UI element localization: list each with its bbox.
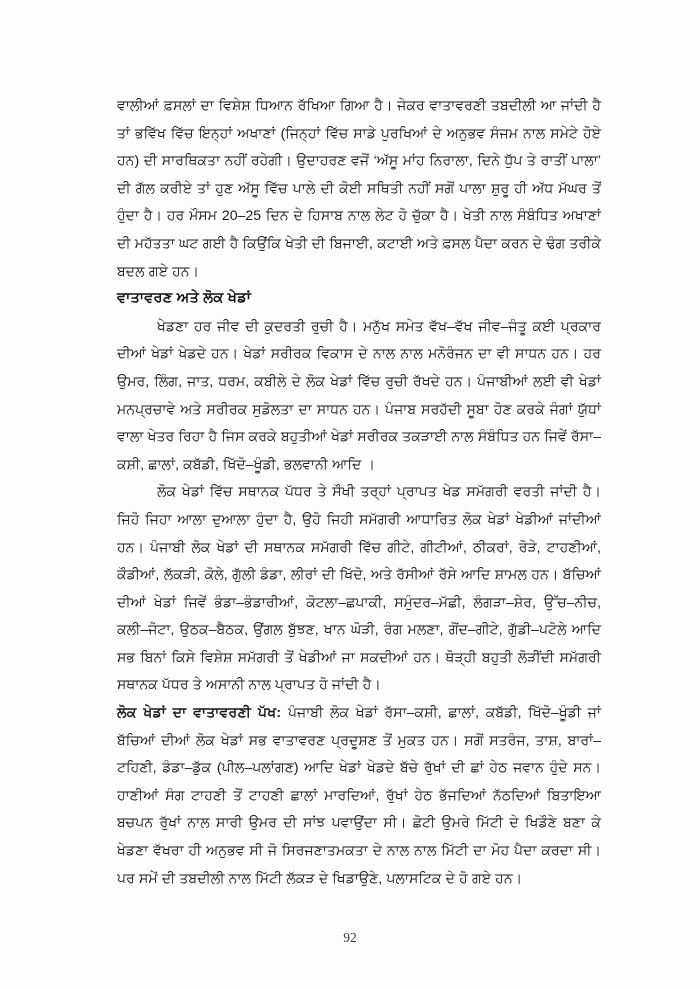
section-heading-environment-and-folk-games: ਵਾਤਾਵਰਣ ਅਤੇ ਲੋਕ ਖੇਡਾਂ: [117, 290, 252, 307]
paragraph-environmental-aspect-text: ਪੰਜਾਬੀ ਲੋਕ ਖੇਡਾਂ ਰੱਸਾ–ਕਸ਼ੀ, ਛਾਲਾਂ, ਕਬੱਡੀ, ਖਿੱਦੋ–ਖੂੰਡੀ ਜਾਂ ਬੱਚਿਆਂ ਦੀਆਂ ਲੋਕ ਖੇਡਾਂ ਸਭ ਵਾਤਾਵਰਣ ਪ੍ਰਦੂਸ਼ਣ ਤੋਂ ਮੁਕਤ ਹਨ। ਸਗੋਂ ਸਤਰੰਜ, ਤਾਸ਼, ਬਾਰਾਂ–ਟਹਿਣੀ, ਡੰਡਾ–ਡੁੱਕ (ਪੀਲ–ਪਲਾਂਗਣ) ਆਦਿ ਖੇਡਾਂ ਖੇਡਦੇ ਬੱਚੇ ਰੁੱਖਾਂ ਦੀ ਛਾਂ ਹੇਠ ਜਵਾਨ ਹੁੰਦੇ ਸਨ। ਹਾਣੀਆਂ ਸੰਗ ਟਾਹਣੀ ਤੋਂ ਟਾਹਣੀ ਛਾਲਾਂ ਮਾਰਦਿਆਂ, ਰੁੱਖਾਂ ਹੇਠ ਭੱਜਦਿਆਂ ਨੱਠਦਿਆਂ ਬਿਤਾਇਆ ਬਚਪਨ ਰੁੱਖਾਂ ਨਾਲ ਸਾਰੀ ਉਮਰ ਦੀ ਸਾਂਝ ਪਵਾਉਂਦਾ ਸੀ। ਛੋਟੀ ਉਮਰੇ ਮਿੱਟੀ ਦੇ ਖਿਡੌਣੇ ਬਣਾ ਕੇ ਖੇਡਣਾ ਵੱਖਰਾ ਹੀ ਅਨੁਭਵ ਸੀ ਜੋ ਸਿਰਜਣਾਤਮਕਤਾ ਦੇ ਨਾਲ ਨਾਲ ਮਿੱਟੀ ਦਾ ਮੋਹ ਪੈਦਾ ਕਰਦਾ ਸੀ। ਪਰ ਸਮੇਂ ਦੀ ਤਬਦੀਲੀ ਨਾਲ ਮਿੱਟੀ ਲੱਕੜ ਦੇ ਖਿਡਾਉਣੇ, ਪਲਾਸਟਿਕ ਦੇ ਹੋ ਗਏ ਹਨ।: [117, 704, 601, 886]
paragraph-lead-in-bold: ਲੋਕ ਖੇਡਾਂ ਦਾ ਵਾਤਾਵਰਣੀ ਪੱਖ:: [117, 704, 282, 721]
paragraph-local-game-materials: ਲੋਕ ਖੇਡਾਂ ਵਿੱਚ ਸਥਾਨਕ ਪੱਧਰ ਤੇ ਸੌਖੀ ਤਰ੍ਹਾਂ ਪ੍ਰਾਪਤ ਖੇਡ ਸਮੱਗਰੀ ਵਰਤੀ ਜਾਂਦੀ ਹੈ। ਜਿਹੋ ਜਿਹਾ ਆਲਾ ਦੁਆਲਾ ਹੁੰਦਾ ਹੈ, ਉਹੋ ਜਿਹੀ ਸਮੱਗਰੀ ਆਧਾਰਿਤ ਲੋਕ ਖੇਡਾਂ ਖੇਡੀਆਂ ਜਾਂਦੀਆਂ ਹਨ। ਪੰਜਾਬੀ ਲੋਕ ਖੇਡਾਂ ਦੀ ਸਥਾਨਕ ਸਮੱਗਰੀ ਵਿੱਚ ਗੀਟੇ, ਗੀਟੀਆਂ, ਠੀਕਰਾਂ, ਰੋੜੇ, ਟਾਹਣੀਆਂ, ਕੌਡੀਆਂ, ਲੱਕੜੀ, ਕੋਲੇ, ਗੁੱਲੀ ਡੰਡਾ, ਲੀਰਾਂ ਦੀ ਖਿੱਦੋ, ਅਤੇ ਰੱਸੀਆਂ ਰੱਸੇ ਆਦਿ ਸ਼ਾਮਲ ਹਨ। ਬੱਚਿਆਂ ਦੀਆਂ ਖੇਡਾਂ ਜਿਵੇਂ ਭੰਡਾ–ਭੰਡਾਰੀਆਂ, ਕੋਟਲਾ–ਛਪਾਕੀ, ਸਮੁੰਦਰ–ਮੱਛੀ, ਲੰਗੜਾ–ਸ਼ੇਰ, ਉੱਚ–ਨੀਚ, ਕਲੀ–ਜੋਟਾ, ਉਠਕ–ਬੈਠਕ, ਉਂਗਲ ਬੁੱਝਣ, ਖਾਨ ਘੋੜੀ, ਰੰਗ ਮਲਣਾ, ਗੋਂਦ–ਗੀਟੇ, ਗੁੱਡੀ–ਪਟੋਲੇ ਆਦਿ ਸਭ ਬਿਨਾਂ ਕਿਸੇ ਵਿਸ਼ੇਸ਼ ਸਮੱਗਰੀ ਤੋਂ ਖੇਡੀਆਂ ਜਾ ਸਕਦੀਆਂ ਹਨ। ਥੋੜ੍ਹੀ ਬਹੁਤੀ ਲੋੜੀਂਦੀ ਸਮੱਗਰੀ ਸਥਾਨਕ ਪੱਧਰ ਤੇ ਅਸਾਨੀ ਨਾਲ ਪ੍ਰਾਪਤ ਹੋ ਜਾਂਦੀ ਹੈ।: [117, 483, 601, 693]
page-number: 92: [343, 930, 357, 945]
paragraph-environmental-aspect: [117, 699, 601, 892]
paragraph-continued-crops: ਵਾਲੀਆਂ ਫ਼ਸਲਾਂ ਦਾ ਵਿਸ਼ੇਸ਼ ਧਿਆਨ ਰੱਖਿਆ ਗਿਆ ਹੈ। ਜੇਕਰ ਵਾਤਾਵਰਣੀ ਤਬਦੀਲੀ ਆ ਜਾਂਦੀ ਹੈ ਤਾਂ ਭਵਿੱਖ ਵਿੱਚ ਇਨ੍ਹਾਂ ਅਖਾਣਾਂ (ਜਿਨ੍ਹਾਂ ਵਿੱਚ ਸਾਡੇ ਪੁਰਖਿਆਂ ਦੇ ਅਨੁਭਵ ਸੰਜਮ ਨਾਲ ਸਮੇਟੇ ਹੋਏ ਹਨ) ਦੀ ਸਾਰਥਿਕਤਾ ਨਹੀਂ ਰਹੇਗੀ। ਉਦਾਹਰਣ ਵਜੋਂ ‘ਅੱਸੂ ਮਾਂਹ ਨਿਰਾਲਾ, ਦਿਨੇ ਧੁੱਪ ਤੇ ਰਾਤੀਂ ਪਾਲਾ’ ਦੀ ਗੱਲ ਕਰੀਏ ਤਾਂ ਹੁਣ ਅੱਸੂ ਵਿੱਚ ਪਾਲੇ ਦੀ ਕੋਈ ਸਥਿਤੀ ਨਹੀਂ ਸਗੋਂ ਪਾਲਾ ਸ਼ੁਰੂ ਹੀ ਅੱਧ ਮੱਘਰ ਤੋਂ ਹੁੰਦਾ ਹੈ। ਹਰ ਮੌਸਮ 20–25 ਦਿਨ ਦੇ ਹਿਸਾਬ ਨਾਲ ਲੇਟ ਹੋ ਚੁੱਕਾ ਹੈ। ਖੇਤੀ ਨਾਲ ਸੰਬੰਧਿਤ ਅਖਾਣਾਂ ਦੀ ਮਹੱਤਤਾ ਘਟ ਗਈ ਹੈ ਕਿਉਂਕਿ ਖੇਤੀ ਦੀ ਬਿਜਾਈ, ਕਟਾਈ ਅਤੇ ਫ਼ਸਲ ਪੈਦਾ ਕਰਨ ਦੇ ਢੰਗ ਤਰੀਕੇ ਬਦਲ ਗਏ ਹਨ।: [117, 97, 601, 279]
paragraph-playing-natural-instinct: ਖੇਡਣਾ ਹਰ ਜੀਵ ਦੀ ਕੁਦਰਤੀ ਰੁਚੀ ਹੈ। ਮਨੁੱਖ ਸਮੇਤ ਵੱਖ–ਵੱਖ ਜੀਵ–ਜੰਤੂ ਕਈ ਪ੍ਰਕਾਰ ਦੀਆਂ ਖੇਡਾਂ ਖੇਡਦੇ ਹਨ। ਖੇਡਾਂ ਸਰੀਰਕ ਵਿਕਾਸ ਦੇ ਨਾਲ ਨਾਲ ਮਨੋਰੰਜਨ ਦਾ ਵੀ ਸਾਧਨ ਹਨ। ਹਰ ਉਮਰ, ਲਿੰਗ, ਜਾਤ, ਧਰਮ, ਕਬੀਲੇ ਦੇ ਲੋਕ ਖੇਡਾਂ ਵਿੱਚ ਰੁਚੀ ਰੱਖਦੇ ਹਨ। ਪੰਜਾਬੀਆਂ ਲਈ ਵੀ ਖੇਡਾਂ ਮਨਪ੍ਰਚਾਵੇ ਅਤੇ ਸਰੀਰਕ ਸੁਡੋਲਤਾ ਦਾ ਸਾਧਨ ਹਨ। ਪੰਜਾਬ ਸਰਹੱਦੀ ਸੂਬਾ ਹੋਣ ਕਰਕੇ ਜੰਗਾਂ ਯੁੱਧਾਂ ਵਾਲਾ ਖੇਤਰ ਰਿਹਾ ਹੈ ਜਿਸ ਕਰਕੇ ਬਹੁਤੀਆਂ ਖੇਡਾਂ ਸਰੀਰਕ ਤਕੜਾਈ ਨਾਲ ਸੰਬੰਧਿਤ ਹਨ ਜਿਵੇਂ ਰੱਸਾ–ਕਸ਼ੀ, ਛਾਲਾਂ, ਕਬੱਡੀ, ਖਿੱਦੋ–ਖੂੰਡੀ, ਭਲਵਾਨੀ ਆਦਿ ।: [117, 317, 601, 472]
page-content: [117, 92, 601, 892]
